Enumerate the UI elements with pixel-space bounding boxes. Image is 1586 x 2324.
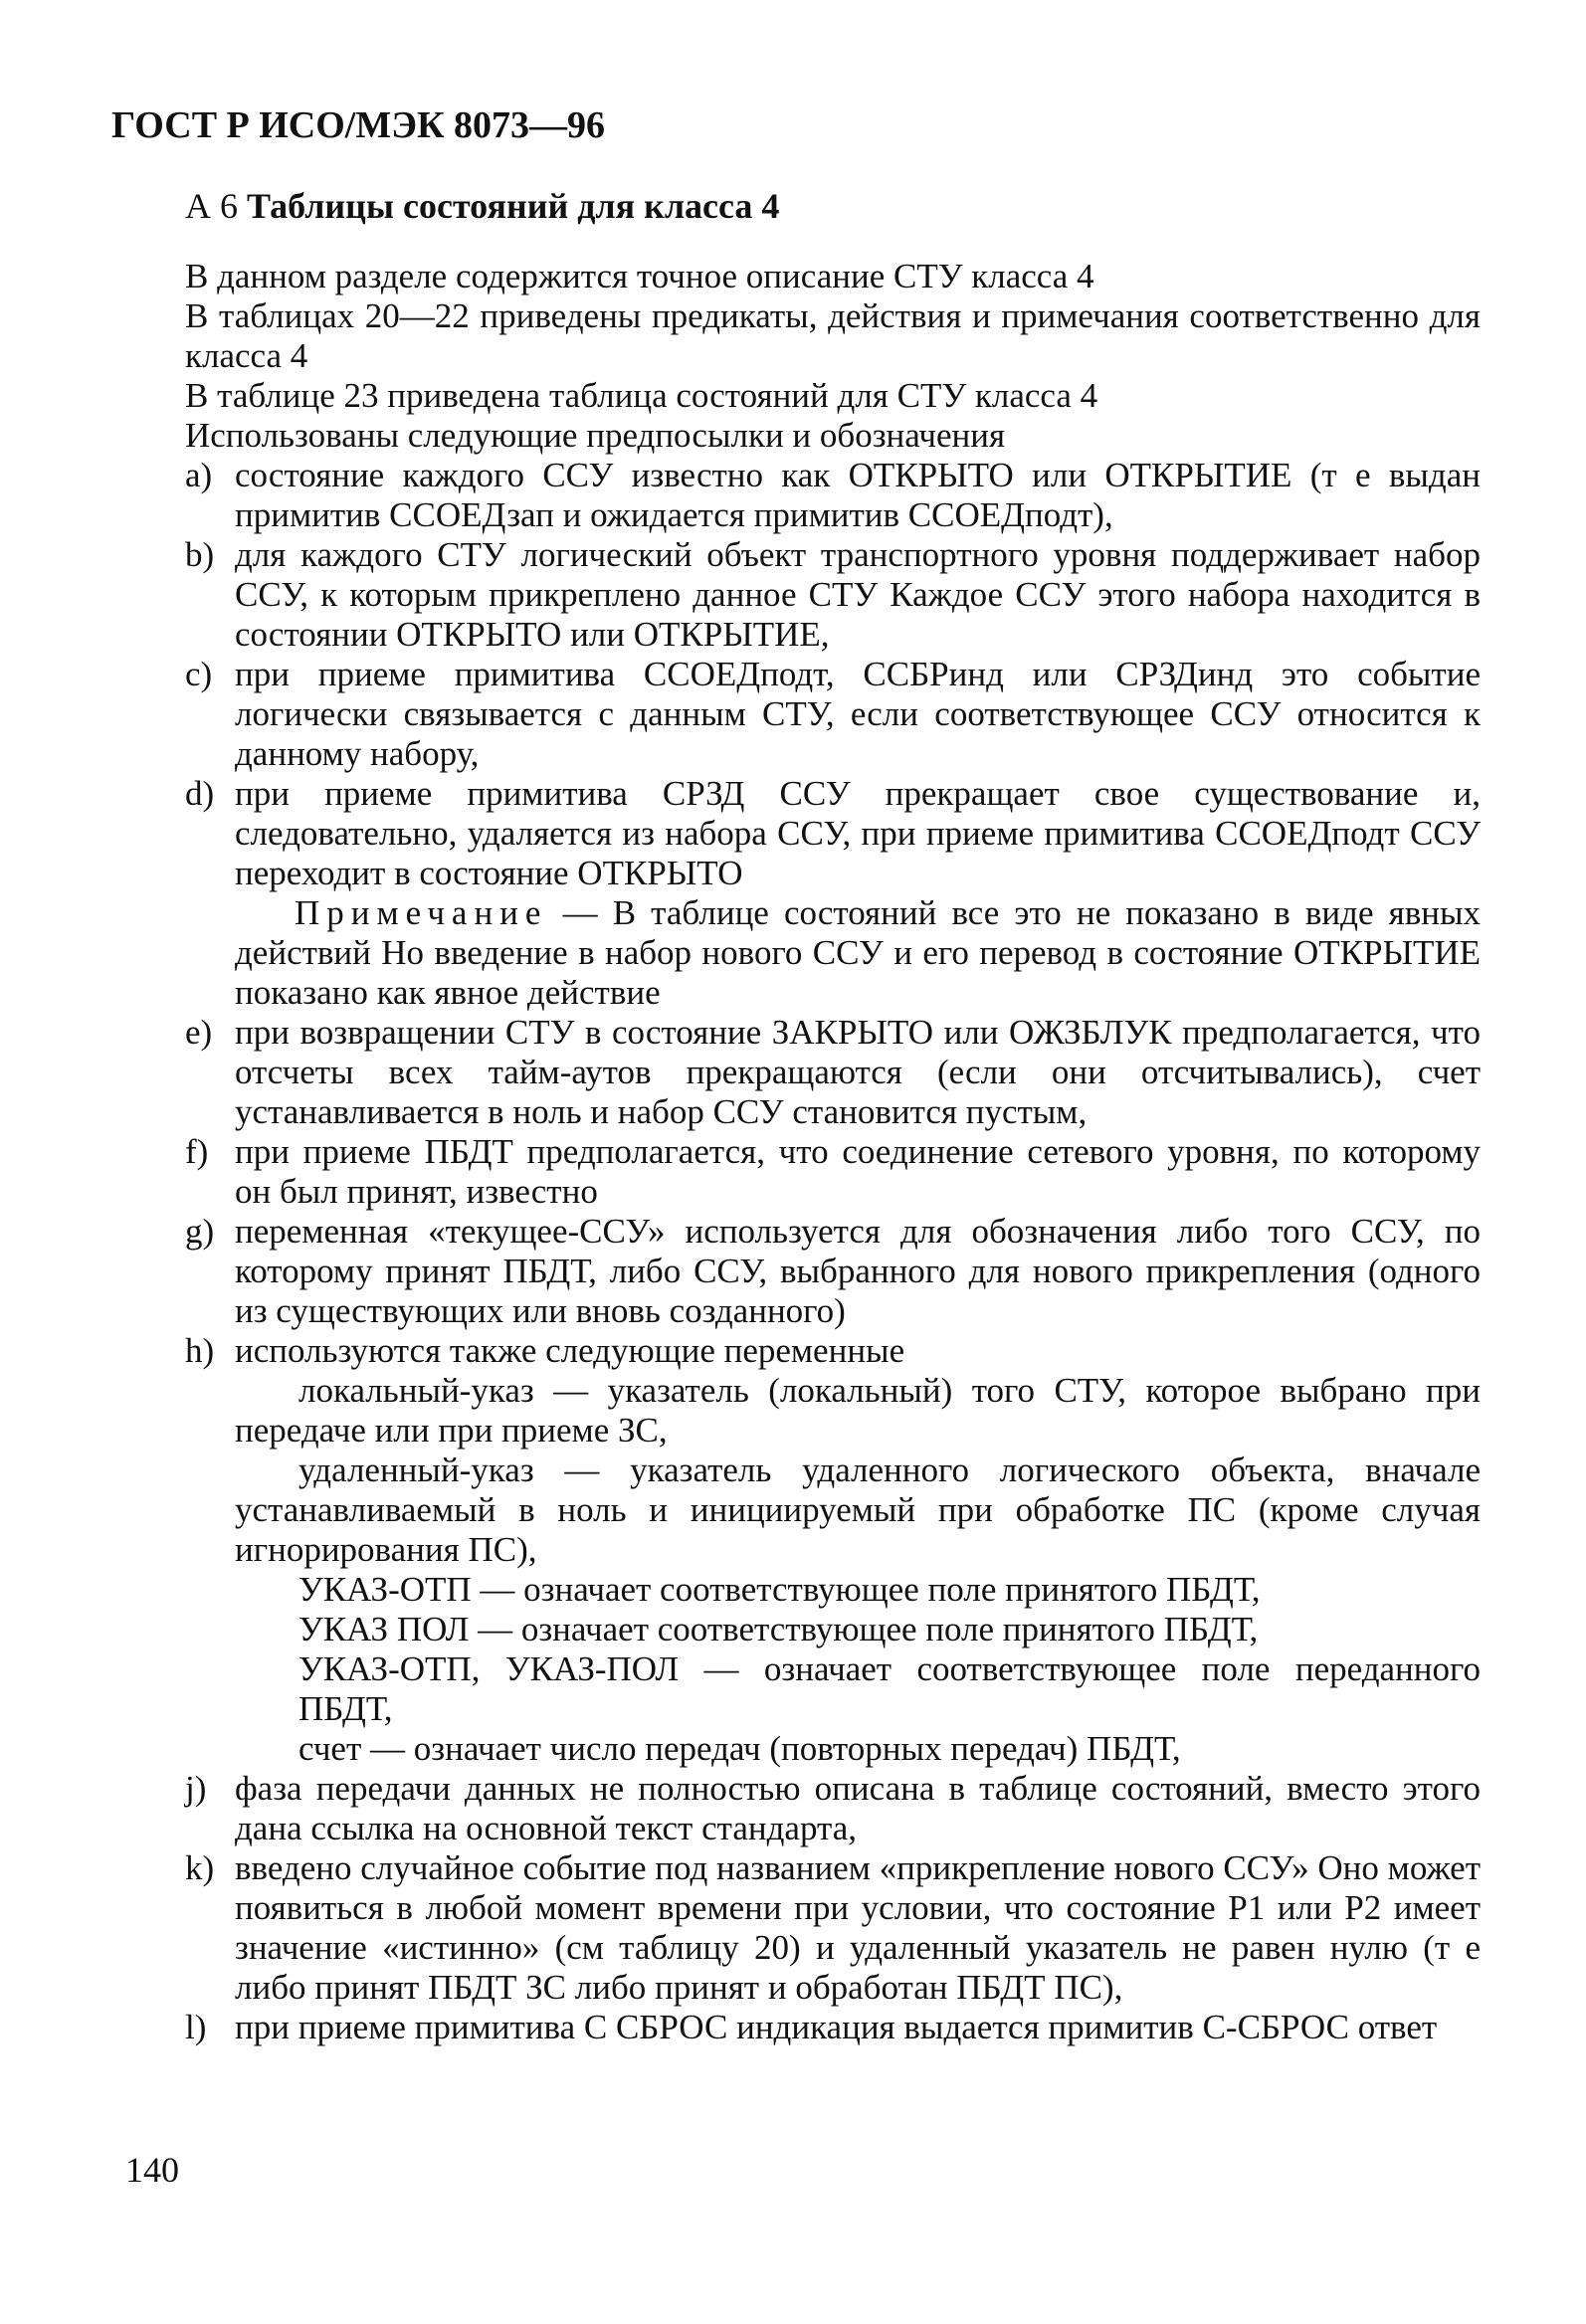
list-item-label: l) [185,2008,207,2046]
variable-definition: локальный-указ — указатель (локальный) того СТУ, которое выбрано при передаче или при приеме ЗС, [235,1371,1481,1450]
list-item [185,2008,1481,2047]
note [185,893,1481,1013]
intro-paragraph: В таблицах 20—22 приведены предикаты, действия и примечания соответственно для класса 4 [185,296,1481,375]
list-item-label: f) [185,1132,209,1171]
list-item-text: фаза передачи данных не полностью описана в таблице состояний, вместо этого дана ссылка на основной текст стандарта, [235,1769,1481,1847]
intro-paragraph: В данном разделе содержится точное описание СТУ класса 4 [185,257,1094,295]
list-item-text: состояние каждого ССУ известно как ОТКРЫТО или ОТКРЫТИЕ (т е выдан примитив ССОЕДзап и ожидается примитив ССОЕДподт), [235,456,1481,534]
list-item-text: при приеме примитива ССОЕДподт, ССБРинд или СРЗДинд это событие логически связывается с данным СТУ, если соответствующее ССУ относится к данному набору, [235,655,1481,773]
list-item [185,1769,1481,1848]
list-item-label: с) [185,655,213,693]
list-item [185,456,1481,535]
list-item [185,1132,1481,1212]
list-item-text: при возвращении СТУ в состояние ЗАКРЫТО или ОЖЗБЛУК предполагается, что отсчеты всех тайм-аутов прекращаются (если они отсчитывались), счет устанавливается в ноль и набор ССУ становится пустым, [235,1013,1481,1131]
intro-paragraph: В таблице 23 приведена таблица состояний для СТУ класса 4 [185,376,1098,415]
list-item-text: используются также следующие переменные [235,1331,905,1370]
page-number: 140 [125,2150,179,2190]
list-item [185,774,1481,893]
list-item [185,1331,1481,1371]
list-item [185,655,1481,774]
section-title: Таблицы состояний для класса 4 [247,186,780,226]
list-item-label: а) [185,456,213,494]
list-item-label: d) [185,774,215,813]
variable-definition: УКАЗ-ОТП, УКАЗ-ПОЛ — означает соответствующее поле переданного ПБДТ, [298,1649,1481,1728]
list-item [185,1212,1481,1331]
list-item [185,535,1481,655]
list-item-text: при приеме ПБДТ предполагается, что соединение сетевого уровня, по которому он был принят, известно [235,1132,1481,1211]
body-text [185,257,1481,2047]
variable-definition: УКАЗ-ОТП — означает соответствующее поле принятого ПБДТ, [298,1570,1261,1609]
list-item-label: е) [185,1013,213,1052]
list-item-label: g) [185,1212,215,1251]
list-item-label: h) [185,1331,215,1370]
list-item-label: j) [185,1769,207,1808]
note-text: — В таблице состояний все это не показано в виде явных действий Но введение в набор нового ССУ и его перевод в состояние ОТКРЫТИЕ показано как явное действие [235,893,1481,1012]
list-item [185,1013,1481,1132]
intro-paragraph: Использованы следующие предпосылки и обозначения [185,416,1006,455]
list-item-label: k) [185,1848,215,1887]
list-item-text: введено случайное событие под названием «прикрепление нового ССУ» Оно может появиться в любой момент времени при условии, что состояние Р1 или Р2 имеет значение «истинно» (см таблицу 20) и удаленный указатель не равен нулю (т е либо принят ПБДТ ЗС либо принят и обработан ПБДТ ПС), [235,1848,1481,2007]
list-item-text: при приеме примитива С СБРОС индикация выдается примитив С-СБРОС ответ [235,2008,1438,2046]
list-item-text: при приеме примитива СРЗД ССУ прекращает свое существование и, следовательно, удаляется из набора ССУ, при приеме примитива ССОЕДподт ССУ переходит в состояние ОТКРЫТО [235,774,1481,892]
list-item-text: переменная «текущее-ССУ» используется для обозначения либо того ССУ, по которому принят ПБДТ, либо ССУ, выбранного для нового прикрепления (одного из существующих или вновь созданного) [235,1212,1481,1330]
variable-definition: УКАЗ ПОЛ — означает соответствующее поле принятого ПБДТ, [298,1610,1259,1648]
list-item-label: b) [185,535,215,574]
variable-definition: счет — означает число передач (повторных передач) ПБДТ, [298,1729,1181,1768]
note-label: Примечание [295,893,548,932]
list-item [185,1848,1481,2008]
section-number: А 6 [185,186,238,226]
variable-definition: удаленный-указ — указатель удаленного логического объекта, вначале устанавливаемый в ноль и инициируемый при обработке ПС (кроме случая игнорирования ПС), [235,1451,1481,1569]
section-heading [185,185,779,227]
page-header: ГОСТ Р ИСО/МЭК 8073—96 [111,104,606,146]
list-item-text: для каждого СТУ логический объект транспортного уровня поддерживает набор ССУ, к которым прикреплено данное СТУ Каждое ССУ этого набора находится в состоянии ОТКРЫТО или ОТКРЫТИЕ, [235,535,1481,654]
